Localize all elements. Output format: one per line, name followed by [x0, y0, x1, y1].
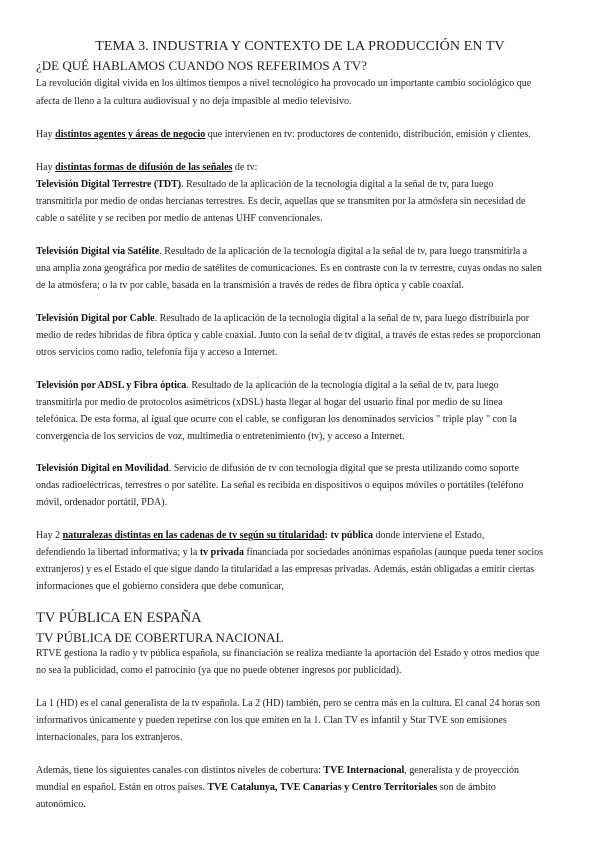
tv-privada-term: tv privada: [199, 547, 244, 558]
canales-line-3: internacionales, para los extranjeros.: [36, 732, 183, 743]
movilidad-text-1: . Servicio de difusión de tv con tecnología digital que se presta utilizando como soporte: [168, 463, 519, 474]
movilidad-line-1: [36, 461, 519, 477]
tdt-text-1: . Resultado de la aplicación de la tecnología digital a la señal de tv, para luego: [181, 179, 494, 190]
movilidad-term: Televisión Digital en Movilidad: [36, 463, 169, 474]
tv-publica-term: tv pública: [330, 530, 374, 541]
formas-link[interactable]: distintas formas de difusión de las señales: [55, 162, 233, 173]
adsl-text-1: . Resultado de la aplicación de la tecnología digital a la señal de tv, para luego: [186, 380, 499, 391]
naturalezas-text-2b: financiada por sociedades anónimas españolas (aunque pueda tener socios: [244, 547, 544, 558]
naturalezas-line-2: [36, 545, 543, 561]
adsl-line-3: telefónica. De esta forma, al igual que ocurre con el cable, se configuran los denominados servicios " triple play " con la: [36, 414, 517, 425]
cable-text-1: . Resultado de la aplicación de la tecnología digital a la señal de tv, para luego distribuirla por: [154, 313, 530, 324]
formas-text: de tv:: [232, 162, 258, 173]
cobertura-text-1: Además, tiene los siguientes canales con distintos niveles de cobertura:: [36, 765, 324, 776]
cobertura-text-4: son de ámbito: [437, 782, 496, 793]
formas-prefix: Hay: [36, 162, 56, 173]
adsl-term: Televisión por ADSL y Fibra óptica: [36, 380, 187, 391]
section-heading-tv-publica: TV PÚBLICA EN ESPAÑA: [36, 610, 202, 626]
agentes-paragraph: [36, 127, 531, 143]
satelite-term: Televisión Digital vía Satélite: [36, 246, 160, 257]
cobertura-line-3: autonómico.: [36, 799, 86, 810]
document-title: TEMA 3. INDUSTRIA Y CONTEXTO DE LA PRODUCCIÓN EN TV: [95, 39, 505, 54]
naturalezas-text-2a: defendiendo la libertad informativa; y la: [36, 547, 200, 558]
tve-internacional-term: TVE Internacional: [323, 765, 405, 776]
tdt-line-2: transmitirla por medio de ondas hercianas terrestres. Es decir, aquellas que se transmiten por la atmósfera sin necesidad de: [36, 196, 526, 207]
naturalezas-link[interactable]: naturalezas distintas en las cadenas de tv según su titularidad: [62, 530, 325, 541]
movilidad-line-2: ondas radioeléctricas, terrestres o por satélite. La señal es recibida en dispositivos o equipos móviles o portátiles (teléfono: [36, 480, 524, 491]
naturalezas-prefix: Hay 2: [36, 530, 63, 541]
naturalezas-line-4: informaciones que el gobierno considera que debe comunicar,: [36, 581, 284, 592]
movilidad-line-3: móvil, ordenador portátil, PDA).: [36, 497, 168, 508]
cobertura-text-2: , generalista y de proyección: [404, 765, 519, 776]
rtve-line-2: no sea la publicidad, como el patrocinio (ya que no puede obtener ingresos por publicidad).: [36, 665, 402, 676]
tdt-term: Televisión Digital Terrestre (TDT): [36, 179, 182, 190]
adsl-line-2: transmitirla por medio de protocolos asimétricos (xDSL) hasta llegar al hogar del usuario final por medio de su línea: [36, 397, 503, 408]
section-heading-que-es-tv: ¿DE QUÉ HABLAMOS CUANDO NOS REFERIMOS A TV?: [36, 58, 367, 73]
naturalezas-line-1: [36, 528, 484, 544]
intro-line-1: La revolución digital vivida en los últimos tiempos a nivel tecnológico ha provocado un importante cambio sociológico que: [36, 78, 532, 89]
tdt-line-1: [36, 177, 493, 193]
canales-line-1: La 1 (HD) es el canal generalista de la tv española. La 2 (HD) también, pero se centra más en la cultura. El canal 24 horas son: [36, 698, 540, 709]
satelite-line-1: [36, 244, 527, 260]
cable-term: Televisión Digital por Cable: [36, 313, 155, 324]
agentes-prefix: Hay: [36, 129, 56, 140]
naturalezas-line-3: extranjeros) y es el Estado el que sigue dando la titularidad a las empresas privadas. Además, están obligadas a emitir ciertas: [36, 564, 535, 575]
cobertura-line-2: [36, 780, 496, 796]
cobertura-line-1: [36, 763, 519, 779]
adsl-line-1: [36, 378, 499, 394]
naturalezas-colon: :: [324, 530, 331, 541]
naturalezas-text-1: donde interviene el Estado,: [373, 530, 485, 541]
satelite-line-3: de la atmósfera; o la tv por cable, basada en la transmisión a través de redes de fibra óptica y cable coaxial.: [36, 280, 464, 291]
satelite-line-2: una amplia zona geográfica por medio de satélites de comunicaciones. Es en contraste con la tv terrestre, cuyas ondas no salen: [36, 263, 542, 274]
rtve-line-1: RTVE gestiona la radio y tv pública española, su financiación se realiza mediante la aportación del Estado y otros medios que: [36, 648, 540, 659]
tve-territoriales-term: TVE Catalunya, TVE Canarias y Centro Territoriales: [207, 782, 438, 793]
cobertura-text-3: mundial en español. Están en otros países.: [36, 782, 208, 793]
agentes-text: que intervienen en tv: productores de contenido, distribución, emisión y clientes.: [205, 129, 531, 140]
tdt-line-3: cable o satélite y se reciben por medio de antenas UHF convencionales.: [36, 213, 323, 224]
section-heading-cobertura-nacional: TV PÚBLICA DE COBERTURA NACIONAL: [36, 630, 284, 645]
adsl-line-4: convergencia de los servicios de voz, multimedia o entretenimiento (tv), y acceso a Internet.: [36, 431, 405, 442]
satelite-text-1: . Resultado de la aplicación de la tecnología digital a la señal de tv, para luego transmitirla a: [159, 246, 528, 257]
cable-line-2: medio de redes híbridas de fibra óptica y cable coaxial. Junto con la señal de tv digital, a través de estas redes se proporcionan: [36, 330, 541, 341]
cable-line-3: otros servicios como radio, telefonía fija y acceso a Internet.: [36, 347, 278, 358]
canales-line-2: informativos únicamente y pueden repetirse con los que emiten en la 1. Clan TV es infantil y Star TVE son emisiones: [36, 715, 507, 726]
cable-line-1: [36, 311, 529, 327]
formas-paragraph: [36, 160, 257, 176]
agentes-link[interactable]: distintos agentes y áreas de negocio: [55, 129, 206, 140]
intro-line-2: afecta de lleno a la cultura audiovisual y no deja impasible al medio televisivo.: [36, 96, 352, 107]
